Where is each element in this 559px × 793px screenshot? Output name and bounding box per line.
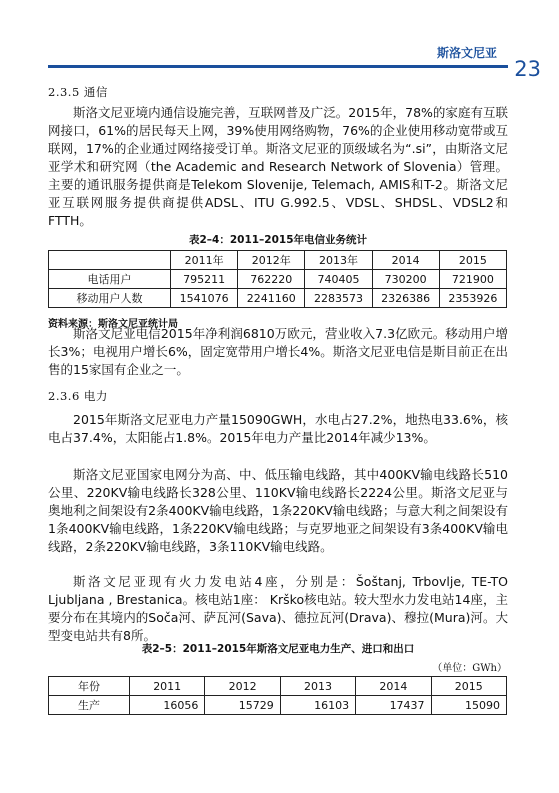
table-year-cell: 2015	[431, 677, 506, 696]
power-paragraph-1: 2015年斯洛文尼亚电力产量15090GWH，水电占27.2%，地热电33.6%，核电占37.4%，太阳能占1.8%。2015年电力产量比2014年减少13%。	[48, 412, 508, 445]
table-year-cell: 2012年	[238, 251, 305, 270]
telecom-paragraph-2: 斯洛文尼亚电信2015年净利润6810万欧元，营业收入7.3亿欧元。移动用户增长3%；电视用户增长6%，固定宽带用户增长4%。斯洛文尼亚电信是斯目前正在出售的15家国有企业之一。	[48, 326, 508, 377]
table-header-row	[49, 677, 507, 696]
power-paragraph-3: 斯洛文尼亚现有火力发电站4座，分别是：Šoštanj, Trbovlje, TE-TO Ljubljana , Brestanica。核电站1座： Krško核电站。较大型水力发电站14座，主要分布在其境内的Soča河、萨瓦河(Sava)、德拉瓦河(Drava)、穆拉(Mura)河。大型变电站共有8所。	[48, 574, 508, 643]
section-heading-power: 2.3.6 电力	[48, 389, 108, 403]
table-cell: 15729	[205, 696, 280, 715]
table-cell: 16103	[280, 696, 355, 715]
table-year-cell: 2012	[205, 677, 280, 696]
table-unit-note: （单位：GWh）	[432, 663, 507, 674]
table-caption-power: 表2–5：2011–2015年斯洛文尼亚电力生产、进口和出口	[141, 643, 415, 655]
table-cell: 721900	[439, 270, 506, 289]
table-caption-telecom: 表2–4：2011–2015年电信业务统计	[188, 234, 368, 246]
table-corner-cell	[49, 251, 171, 270]
row-label: 移动用户人数	[49, 289, 171, 308]
table-year-cell: 2015	[439, 251, 506, 270]
table-row	[49, 289, 507, 308]
table-source-note: 资料来源：斯洛文尼亚统计局	[48, 319, 178, 330]
table-cell: 15090	[431, 696, 506, 715]
table-year-cell: 2013年	[305, 251, 372, 270]
row-label: 年份	[49, 677, 130, 696]
power-paragraph-2: 斯洛文尼亚国家电网分为高、中、低压输电线路，其中400KV输电线路长510公里、220KV输电线路长328公里、110KV输电线路长2224公里。斯洛文尼亚与奥地利之间架设有2条400KV输电线路，1条220KV输电线路；与意大利之间架设有1条400KV输电线路，1条220KV输电线路；与克罗地亚之间架设有3条400KV输电线路，2条220KV输电线路，3条110KV输电线路。	[48, 467, 508, 554]
table-cell: 730200	[372, 270, 439, 289]
header-rule	[48, 65, 508, 68]
table-row	[49, 696, 507, 715]
table-header-row	[49, 251, 507, 270]
table-cell: 795211	[171, 270, 238, 289]
table-year-cell: 2011年	[171, 251, 238, 270]
power-table	[48, 676, 507, 715]
table-cell: 762220	[238, 270, 305, 289]
section-heading-telecom: 2.3.5 通信	[48, 85, 108, 99]
table-year-cell: 2011	[130, 677, 205, 696]
row-label: 生产	[49, 696, 130, 715]
table-cell: 2326386	[372, 289, 439, 308]
table-cell: 2353926	[439, 289, 506, 308]
table-row	[49, 270, 507, 289]
table-year-cell: 2014	[372, 251, 439, 270]
table-year-cell: 2013	[280, 677, 355, 696]
table-cell: 2241160	[238, 289, 305, 308]
running-header-title: 斯洛文尼亚	[436, 46, 497, 60]
row-label: 电话用户	[49, 270, 171, 289]
table-cell: 1541076	[171, 289, 238, 308]
table-cell: 17437	[356, 696, 431, 715]
table-year-cell: 2014	[356, 677, 431, 696]
page-number: 23	[514, 57, 541, 81]
telecom-table	[48, 250, 507, 308]
table-cell: 16056	[130, 696, 205, 715]
table-cell: 2283573	[305, 289, 372, 308]
telecom-paragraph-1: 斯洛文尼亚境内通信设施完善，互联网普及广泛。2015年，78%的家庭有互联网接口，61%的居民每天上网，39%使用网络购物，76%的企业使用移动宽带或互联网，17%的企业通过网络接受订单。斯洛文尼亚的顶级域名为“.si”，由斯洛文尼亚学术和研究网（the Academic and Research Network of Slovenia）管理。主要的通讯服务提供商是Telekom Slovenije, Telemach, AMIS和T-2。斯洛文尼亚互联网服务提供商提供ADSL、ITU G.992.5、VDSL、SHDSL、VDSL2和FTTH。	[48, 105, 508, 228]
table-cell: 740405	[305, 270, 372, 289]
